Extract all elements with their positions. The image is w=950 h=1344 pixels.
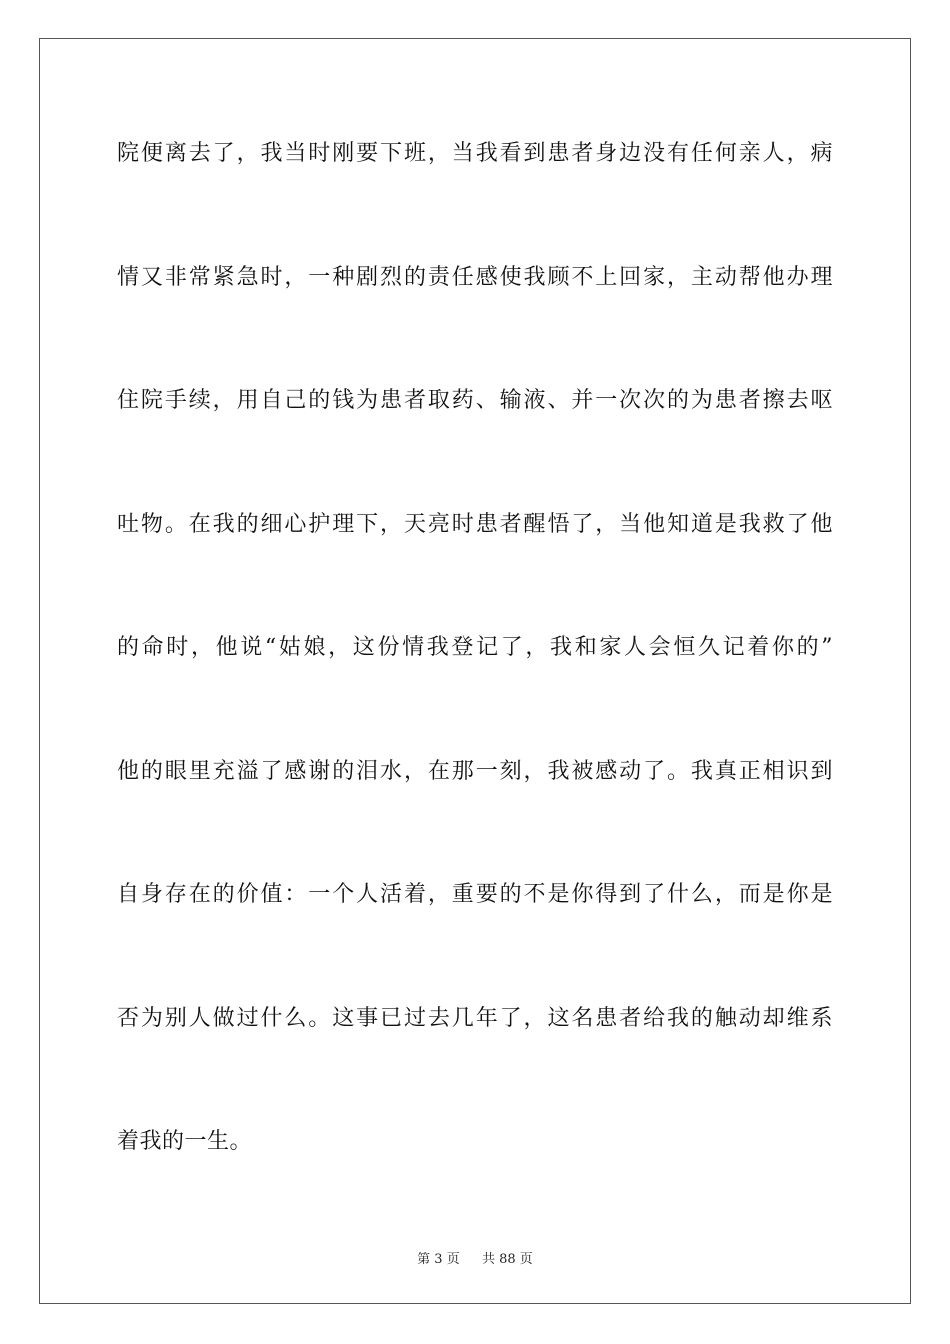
text-line-1: 院便离去了，我当时刚要下班，当我看到患者身边没有任何亲人，病 (117, 141, 833, 166)
text-line-4: 吐物。在我的细心护理下，天亮时患者醒悟了，当他知道是我救了他 (117, 511, 833, 537)
text-line-5: 的命时，他说“姑娘，这份情我登记了，我和家人会恒久记着你的” (117, 635, 833, 660)
page-total: 共 88 页 (482, 1252, 533, 1267)
page-footer (0, 1248, 950, 1267)
text-line-3: 住院手续，用自己的钱为患者取药、输液、并一次次的为患者擦去呕 (117, 388, 833, 413)
text-line-2: 情又非常紧急时，一种剧烈的责任感使我顾不上回家，主动帮他办理 (117, 264, 833, 290)
text-line-6: 他的眼里充溢了感谢的泪水，在那一刻，我被感动了。我真正相识到 (117, 758, 833, 784)
text-line-7: 自身存在的价值：一个人活着，重要的不是你得到了什么，而是你是 (117, 882, 833, 907)
text-line-8: 否为别人做过什么。这事已过去几年了，这名患者给我的触动却维系 (117, 1005, 833, 1031)
page-number: 第 3 页 (417, 1252, 460, 1267)
document-body (117, 126, 833, 1238)
text-line-9: 着我的一生。 (117, 1129, 253, 1154)
